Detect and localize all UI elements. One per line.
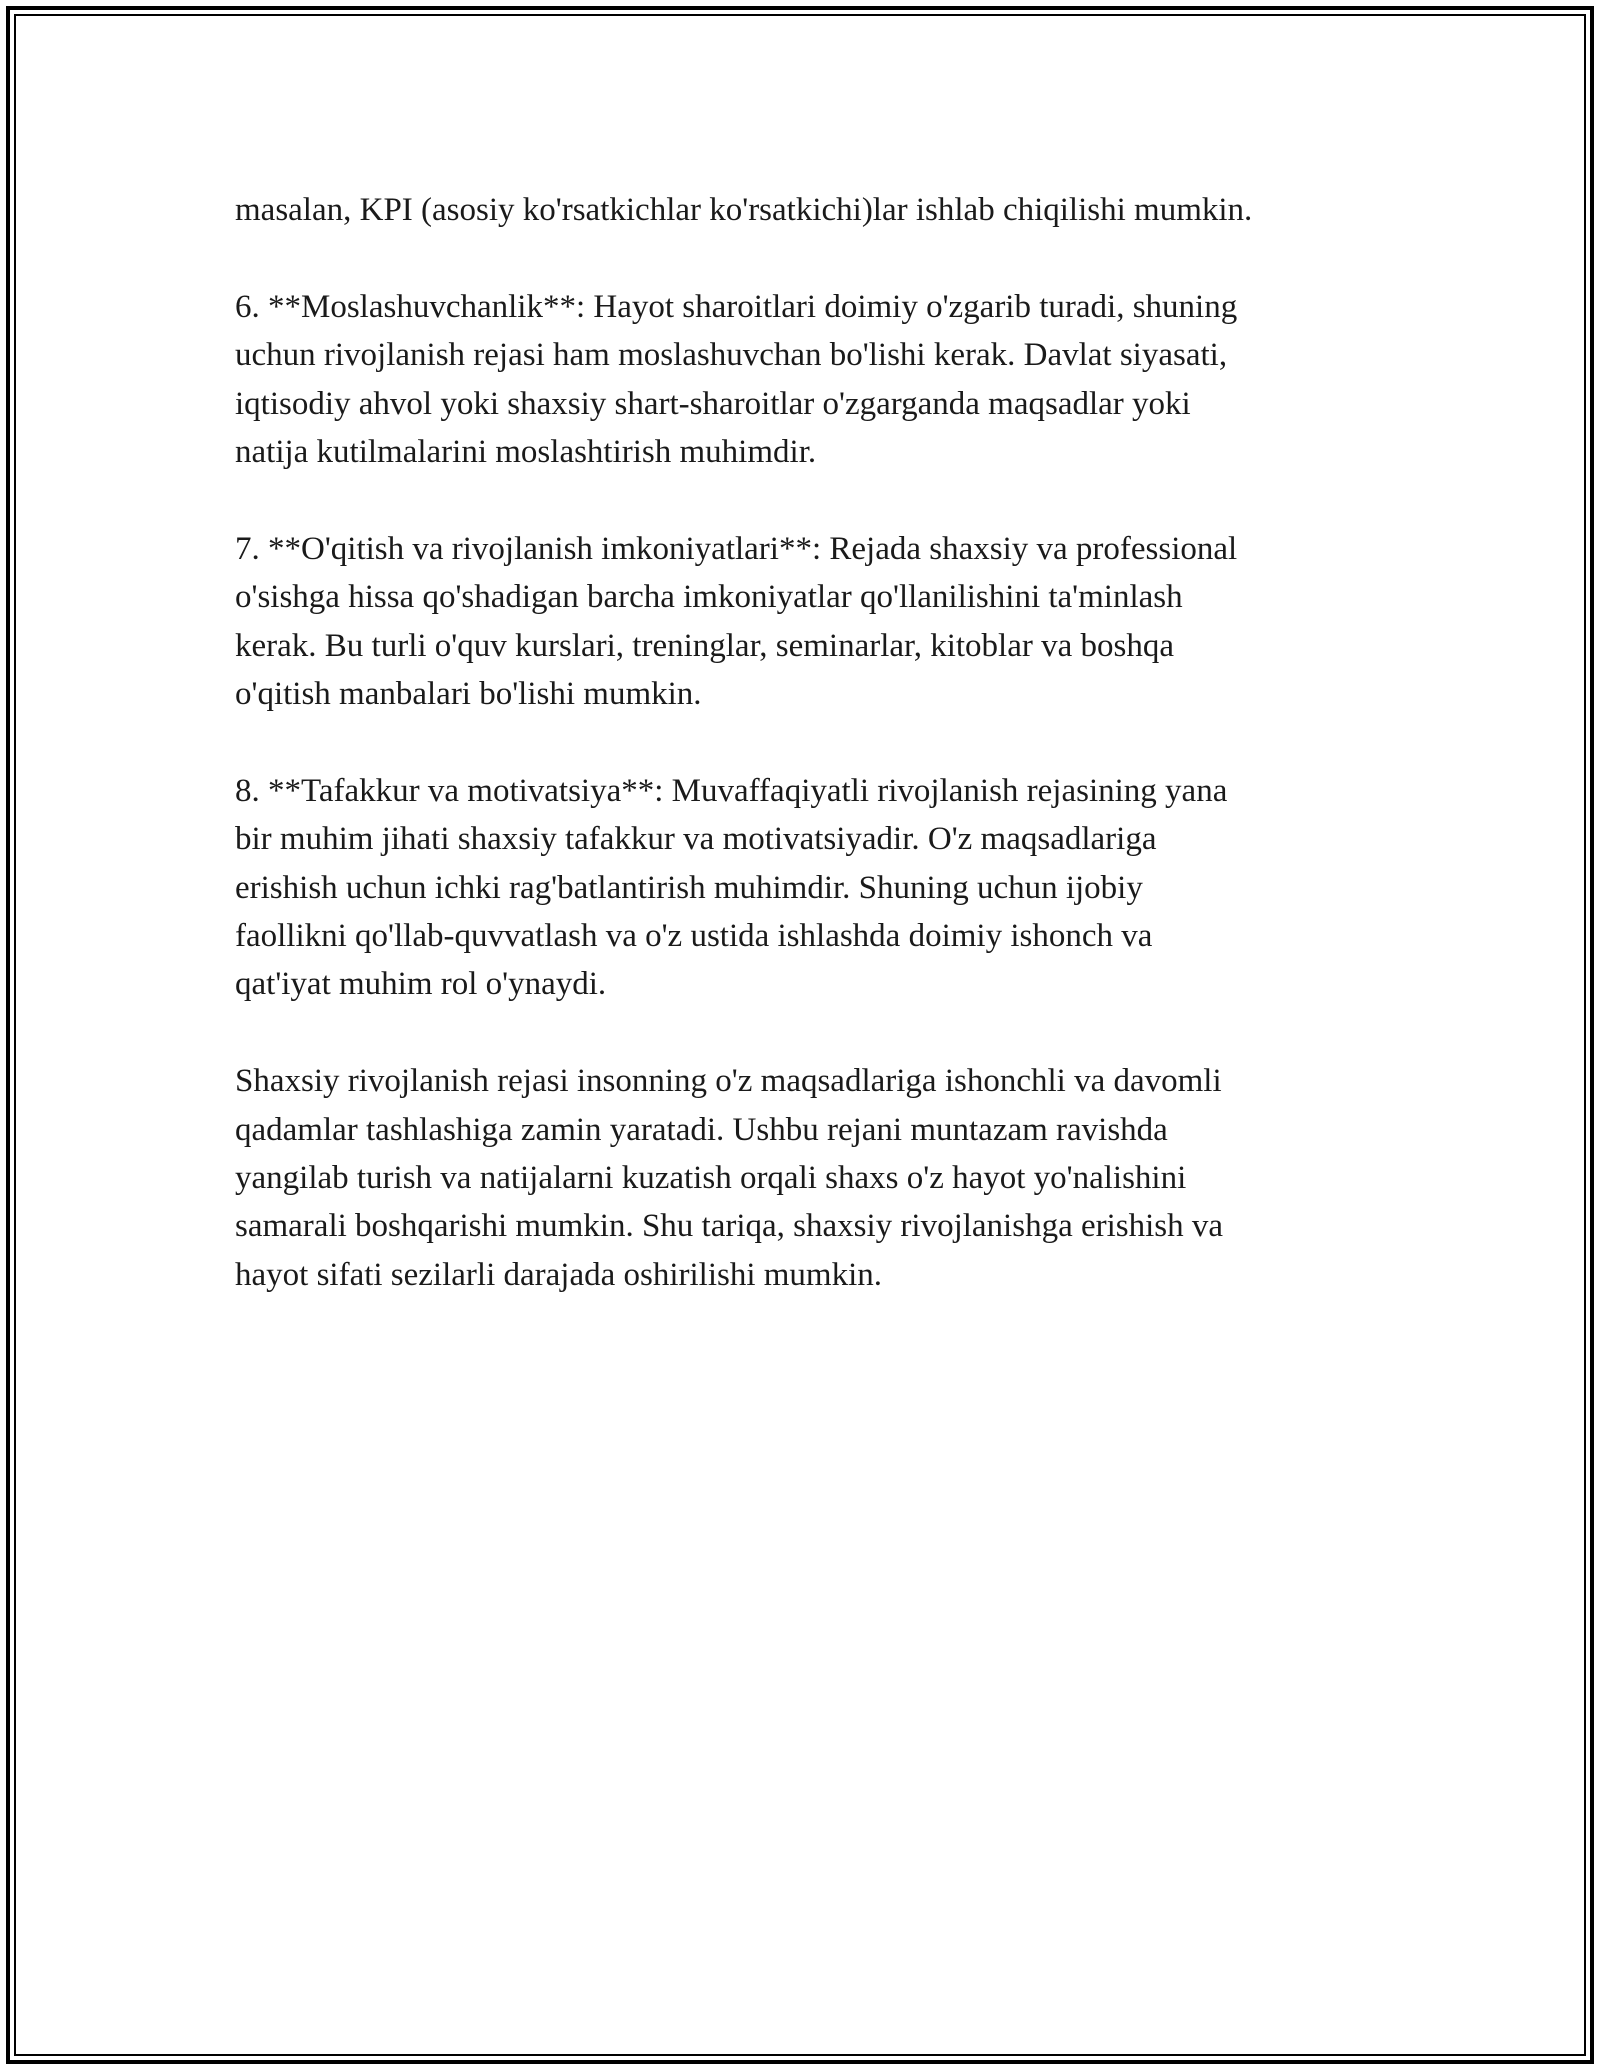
text-line: 6. **Moslashuvchanlik**: Hayot sharoitlari doimiy o'zgarib turadi, shuning — [235, 288, 1238, 325]
text-line: hayot sifati sezilarli darajada oshirilishi mumkin. — [235, 1256, 883, 1293]
paragraph-item-6 — [235, 283, 1375, 477]
paragraph-conclusion — [235, 1057, 1375, 1299]
text-line: bir muhim jihati shaxsiy tafakkur va motivatsiyadir. O'z maqsadlariga — [235, 821, 1157, 858]
paragraph-item-8 — [235, 767, 1375, 1009]
text-line: masalan, KPI (asosiy ko'rsatkichlar ko'rsatkichi)lar ishlab chiqilishi mumkin. — [235, 192, 1253, 228]
paragraph-kpi — [235, 186, 1375, 234]
text-line: natija kutilmalarini moslashtirish muhimdir. — [235, 434, 817, 471]
text-line: qat'iyat muhim rol o'ynaydi. — [235, 966, 607, 1003]
text-line: qadamlar tashlashiga zamin yaratadi. Ushbu rejani muntazam ravishda — [235, 1111, 1168, 1148]
text-line: iqtisodiy ahvol yoki shaxsiy shart-sharoitlar o'zgarganda maqsadlar yoki — [235, 385, 1191, 422]
text-line: 7. **O'qitish va rivojlanish imkoniyatlari**: Rejada shaxsiy va professional — [235, 530, 1238, 567]
paragraph-item-7 — [235, 525, 1375, 719]
text-line: yangilab turish va natijalarni kuzatish orqali shaxs o'z hayot yo'nalishini — [235, 1160, 1187, 1197]
text-line: 8. **Tafakkur va motivatsiya**: Muvaffaqiyatli rivojlanish rejasining yana — [235, 772, 1228, 809]
text-line: Shaxsiy rivojlanish rejasi insonning o'z maqsadlariga ishonchli va davomli — [235, 1063, 1222, 1100]
text-line: erishish uchun ichki rag'batlantirish muhimdir. Shuning uchun ijobiy — [235, 869, 1143, 906]
text-line: o'sishga hissa qo'shadigan barcha imkoniyatlar qo'llanilishini ta'minlash — [235, 579, 1183, 616]
text-line: samarali boshqarishi mumkin. Shu tariqa, shaxsiy rivojlanishga erishish va — [235, 1208, 1224, 1245]
text-line: kerak. Bu turli o'quv kurslari, treninglar, seminarlar, kitoblar va boshqa — [235, 627, 1174, 664]
text-line: uchun rivojlanish rejasi ham moslashuvchan bo'lishi kerak. Davlat siyasati, — [235, 337, 1228, 374]
text-line: faollikni qo'llab-quvvatlash va o'z ustida ishlashda doimiy ishonch va — [235, 918, 1153, 955]
text-line: o'qitish manbalari bo'lishi mumkin. — [235, 676, 702, 713]
document-body — [235, 186, 1375, 1348]
